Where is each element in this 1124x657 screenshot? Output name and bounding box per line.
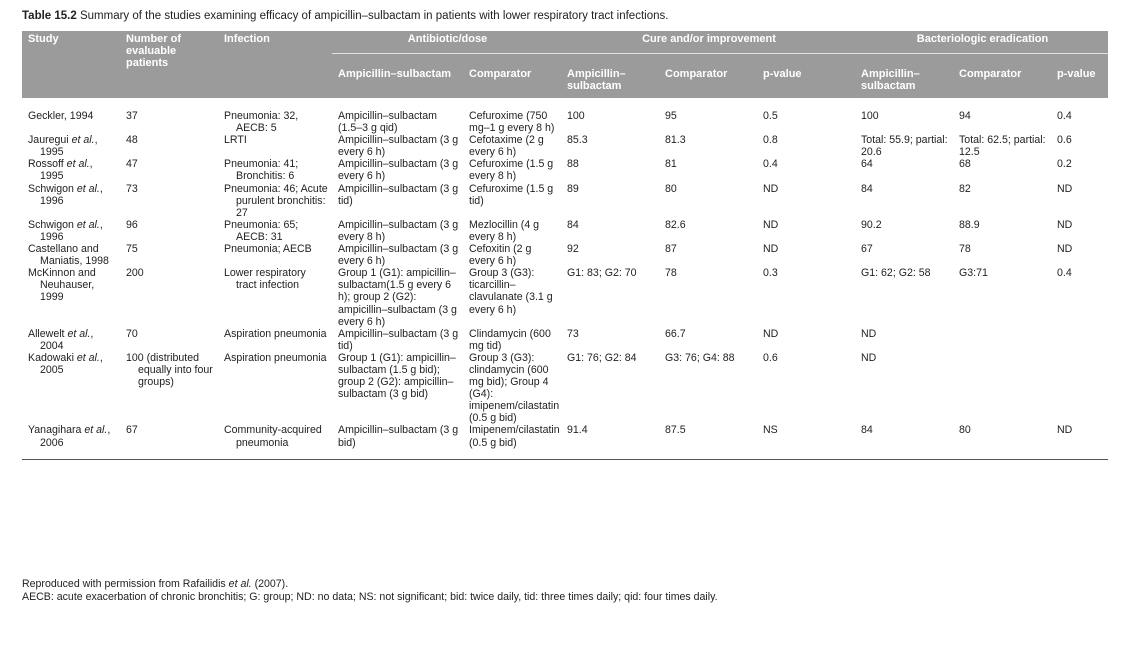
cell-bact-amp: [855, 328, 953, 352]
cell-text: LRTI: [224, 134, 247, 147]
cell-amp-dose: [332, 134, 463, 158]
cell-text: 81.3: [665, 134, 686, 147]
cell-comp-dose: [463, 183, 561, 219]
cell-text: 0.4: [1057, 267, 1072, 280]
table-caption: [22, 10, 668, 22]
cell-n: [120, 267, 218, 327]
header-dose-ampsul: Ampicillin–sulbactam: [332, 54, 463, 99]
cell-text: 0.6: [1057, 134, 1072, 147]
cell-text: ND: [1057, 182, 1073, 195]
cell-cure-p: [757, 243, 855, 267]
cell-text: 78: [665, 267, 677, 280]
cell-text: 84: [861, 424, 873, 437]
cell-text: Group 1 (G1): ampicillin–sulbactam (1.5 g bid); group 2 (G2): ampicillin–sulbactam (3 g bid): [338, 351, 456, 401]
cell-text: Aspiration pneumonia: [224, 327, 327, 340]
cell-study: [22, 328, 120, 352]
cell-text: ND: [1057, 218, 1073, 231]
cell-text: Kadowaki et al., 2005: [28, 351, 103, 376]
cell-bact-amp: [855, 134, 953, 158]
table-body: [22, 98, 1108, 459]
cell-text: 92: [567, 243, 579, 256]
cell-text: G1: 62; G2: 58: [861, 267, 931, 280]
header-antibiotic-dose: Antibiotic/dose: [332, 31, 561, 54]
header-cure-ampsul: Ampicillin–sulbactam: [561, 54, 659, 99]
cell-text: 0.5: [763, 110, 778, 122]
cell-infection: [218, 158, 332, 182]
cell-n: [120, 183, 218, 219]
cell-text: 82: [959, 182, 971, 195]
cell-bact-amp: [855, 158, 953, 182]
cell-cure-comp: [659, 98, 757, 134]
cell-bact-p: [1051, 328, 1108, 352]
cell-bact-amp: [855, 267, 953, 327]
cell-text: 87.5: [665, 424, 686, 437]
cell-bact-p: [1051, 267, 1108, 327]
cell-study: [22, 158, 120, 182]
cell-text: Ampicillin–sulbactam (3 g bid): [338, 424, 459, 449]
cell-study: [22, 219, 120, 243]
cell-amp-dose: [332, 267, 463, 327]
cell-cure-comp: [659, 183, 757, 219]
cell-bact-comp: [953, 134, 1051, 158]
cell-text: 82.6: [665, 218, 686, 231]
cell-amp-dose: [332, 328, 463, 352]
cell-text: 91.4: [567, 424, 588, 437]
cell-text: Group 1 (G1): ampicillin–sulbactam(1.5 g every 6 h); group 2 (G2): ampicillin–sulbactam (3 g every 6 h): [338, 267, 457, 328]
cell-n: [120, 328, 218, 352]
cell-text: 100 (distributed equally into four groups): [126, 351, 213, 389]
cell-infection: [218, 267, 332, 327]
cell-text: G3: 76; G4: 88: [665, 351, 735, 364]
cell-text: 0.4: [763, 158, 778, 171]
cell-cure-comp: [659, 219, 757, 243]
cell-text: 78: [959, 243, 971, 256]
cell-cure-p: [757, 424, 855, 459]
cell-text: McKinnon and Neuhauser, 1999: [28, 267, 96, 304]
cell-text: Pneumonia: 41; Bronchitis: 6: [224, 158, 299, 183]
cell-text: Clindamycin (600 mg tid): [469, 327, 551, 352]
cell-bact-p: [1051, 158, 1108, 182]
cell-text: ND: [763, 243, 779, 256]
footnote-abbreviations: AECB: acute exacerbation of chronic bronchitis; G: group; ND: no data; NS: not significant; bid: twice daily, tid: three times daily; qid: four times daily.: [22, 590, 718, 603]
header-bact-ampsul: Ampicillin–sulbactam: [855, 54, 953, 99]
cell-text: 90.2: [861, 218, 882, 231]
cell-text: Castellano and Maniatis, 1998: [28, 243, 109, 268]
cell-text: 81: [665, 158, 677, 171]
cell-text: 80: [959, 424, 971, 437]
cell-amp-dose: [332, 98, 463, 134]
cell-n: [120, 424, 218, 459]
cell-bact-p: [1051, 134, 1108, 158]
cell-bact-amp: [855, 243, 953, 267]
cell-study: [22, 424, 120, 459]
table-row: [22, 134, 1108, 158]
cell-text: 0.6: [763, 351, 778, 364]
cell-text: 84: [861, 182, 873, 195]
cell-amp-dose: [332, 424, 463, 459]
table-row: [22, 352, 1108, 425]
header-bacteriologic-eradication: Bacteriologic eradication: [855, 31, 1108, 54]
cell-n: [120, 158, 218, 182]
cell-study: [22, 243, 120, 267]
studies-table: [22, 31, 1108, 460]
cell-comp-dose: [463, 98, 561, 134]
cell-text: 48: [126, 134, 138, 147]
cell-bact-p: [1051, 183, 1108, 219]
cell-text: Cefuroxime (1.5 g every 8 h): [469, 158, 554, 183]
cell-bact-comp: [953, 352, 1051, 425]
cell-text: Schwigon et al., 1996: [28, 182, 103, 207]
cell-comp-dose: [463, 267, 561, 327]
cell-text: 87: [665, 243, 677, 256]
cell-text: Pneumonia: 65; AECB: 31: [224, 218, 299, 243]
header-cure-pvalue: p-value: [757, 54, 855, 99]
cell-text: NS: [763, 424, 778, 437]
cell-text: 73: [126, 182, 138, 195]
header-bact-comparator: Comparator: [953, 54, 1051, 99]
cell-bact-comp: [953, 424, 1051, 459]
cell-comp-dose: [463, 424, 561, 459]
table-row: [22, 267, 1108, 327]
cell-cure-p: [757, 158, 855, 182]
cell-text: Pneumonia: 46; Acute purulent bronchitis: 27: [224, 182, 328, 219]
cell-bact-comp: [953, 219, 1051, 243]
cell-text: Ampicillin–sulbactam (3 g every 6 h): [338, 243, 459, 268]
table-row: [22, 183, 1108, 219]
cell-text: 100: [567, 110, 585, 122]
cell-cure-p: [757, 219, 855, 243]
cell-study: [22, 183, 120, 219]
cell-text: Pneumonia; AECB: [224, 243, 312, 256]
cell-bact-p: [1051, 243, 1108, 267]
cell-infection: [218, 219, 332, 243]
cell-text: Imipenem/cilastatin (0.5 g bid): [469, 424, 560, 449]
cell-bact-comp: [953, 267, 1051, 327]
cell-text: ND: [861, 327, 877, 340]
table-row: [22, 219, 1108, 243]
table-row: [22, 158, 1108, 182]
cell-text: Ampicillin–sulbactam (3 g every 6 h): [338, 134, 459, 159]
cell-text: ND: [763, 182, 779, 195]
cell-comp-dose: [463, 158, 561, 182]
cell-n: [120, 134, 218, 158]
cell-cure-comp: [659, 158, 757, 182]
header-row-top: [22, 31, 1108, 54]
cell-text: Schwigon et al., 1996: [28, 218, 103, 243]
cell-cure-comp: [659, 267, 757, 327]
cell-amp-dose: [332, 219, 463, 243]
header-cure-comparator: Comparator: [659, 54, 757, 99]
cell-comp-dose: [463, 134, 561, 158]
cell-text: ND: [1057, 243, 1073, 256]
cell-text: Lower respiratory tract infection: [224, 267, 306, 292]
cell-infection: [218, 98, 332, 134]
cell-text: 73: [567, 327, 579, 340]
cell-text: 67: [126, 424, 138, 437]
cell-text: 89: [567, 182, 579, 195]
cell-text: Mezlocillin (4 g every 8 h): [469, 218, 540, 243]
cell-bact-p: [1051, 219, 1108, 243]
cell-n: [120, 219, 218, 243]
cell-text: Ampicillin–sulbactam (3 g tid): [338, 182, 459, 207]
cell-bact-amp: [855, 183, 953, 219]
header-dose-comparator: Comparator: [463, 54, 561, 99]
cell-text: Ampicillin–sulbactam (3 g every 6 h): [338, 158, 459, 183]
cell-text: Community-acquired pneumonia: [224, 424, 322, 449]
cell-cure-amp: [561, 134, 659, 158]
cell-text: 67: [861, 243, 873, 256]
header-study: Study: [22, 31, 120, 98]
header-patients: Number of evaluable patients: [120, 31, 218, 98]
cell-cure-p: [757, 267, 855, 327]
cell-infection: [218, 328, 332, 352]
cell-infection: [218, 183, 332, 219]
cell-text: Allewelt et al., 2004: [28, 327, 94, 352]
cell-study: [22, 352, 120, 425]
cell-amp-dose: [332, 183, 463, 219]
cell-text: 88.9: [959, 218, 980, 231]
cell-comp-dose: [463, 328, 561, 352]
cell-text: Group 3 (G3): clindamycin (600 mg bid); Group 4 (G4): imipenem/cilastatin (0.5 g bid): [469, 351, 560, 425]
cell-infection: [218, 134, 332, 158]
cell-text: Aspiration pneumonia: [224, 351, 327, 364]
cell-cure-amp: [561, 243, 659, 267]
cell-text: 94: [959, 110, 971, 122]
cell-cure-comp: [659, 328, 757, 352]
cell-cure-amp: [561, 158, 659, 182]
cell-bact-p: [1051, 98, 1108, 134]
cell-cure-amp: [561, 183, 659, 219]
cell-text: Ampicillin–sulbactam (1.5–3 g qid): [338, 110, 437, 135]
cell-text: 37: [126, 110, 138, 122]
cell-text: 70: [126, 327, 138, 340]
cell-text: 0.4: [1057, 110, 1072, 122]
cell-text: 47: [126, 158, 138, 171]
table-row: [22, 243, 1108, 267]
cell-text: G1: 83; G2: 70: [567, 267, 637, 280]
cell-text: 85.3: [567, 134, 588, 147]
cell-cure-amp: [561, 328, 659, 352]
cell-bact-comp: [953, 328, 1051, 352]
cell-cure-p: [757, 183, 855, 219]
table-title: Summary of the studies examining efficacy of ampicillin–sulbactam in patients with lower respiratory tract infections.: [79, 10, 669, 22]
cell-amp-dose: [332, 158, 463, 182]
header-bact-pvalue: p-value: [1051, 54, 1108, 99]
cell-comp-dose: [463, 352, 561, 425]
cell-text: ND: [1057, 424, 1073, 437]
cell-text: 68: [959, 158, 971, 171]
table-row: [22, 98, 1108, 134]
cell-text: Ampicillin–sulbactam (3 g tid): [338, 327, 459, 352]
cell-text: 0.3: [763, 267, 778, 280]
cell-text: Rossoff et al., 1995: [28, 158, 93, 183]
cell-cure-comp: [659, 134, 757, 158]
cell-cure-amp: [561, 352, 659, 425]
cell-text: 75: [126, 243, 138, 256]
cell-comp-dose: [463, 219, 561, 243]
cell-text: Ampicillin–sulbactam (3 g every 8 h): [338, 218, 459, 243]
cell-n: [120, 352, 218, 425]
cell-bact-amp: [855, 98, 953, 134]
cell-infection: [218, 243, 332, 267]
table-row: [22, 328, 1108, 352]
cell-cure-comp: [659, 424, 757, 459]
cell-cure-amp: [561, 267, 659, 327]
cell-n: [120, 98, 218, 134]
cell-cure-amp: [561, 98, 659, 134]
table-row: [22, 424, 1108, 459]
cell-cure-p: [757, 98, 855, 134]
cell-bact-amp: [855, 219, 953, 243]
cell-bact-comp: [953, 98, 1051, 134]
cell-text: 88: [567, 158, 579, 171]
cell-text: Cefuroxime (750 mg–1 g every 8 h): [469, 110, 555, 135]
cell-text: Total: 55.9; partial: 20.6: [861, 134, 948, 159]
cell-text: Yanagihara et al., 2006: [28, 424, 111, 449]
cell-bact-p: [1051, 352, 1108, 425]
cell-n: [120, 243, 218, 267]
cell-amp-dose: [332, 243, 463, 267]
cell-text: 96: [126, 218, 138, 231]
table-number: Table 15.2: [22, 10, 77, 22]
cell-text: 95: [665, 110, 677, 122]
cell-bact-comp: [953, 158, 1051, 182]
cell-amp-dose: [332, 352, 463, 425]
cell-text: Cefotaxime (2 g every 6 h): [469, 134, 544, 159]
header-infection: Infection: [218, 31, 332, 98]
cell-text: Jauregui et al., 1995: [28, 134, 98, 159]
cell-cure-p: [757, 352, 855, 425]
cell-text: 0.8: [763, 134, 778, 147]
cell-bact-amp: [855, 424, 953, 459]
cell-cure-comp: [659, 352, 757, 425]
cell-bact-amp: [855, 352, 953, 425]
cell-text: Cefoxitin (2 g every 6 h): [469, 243, 532, 268]
header-cure-improvement: Cure and/or improvement: [561, 31, 855, 54]
cell-text: Geckler, 1994: [28, 110, 94, 122]
table-footnotes: [22, 578, 718, 603]
cell-bact-comp: [953, 183, 1051, 219]
footnote-source: Reproduced with permission from Rafailidis et al. (2007).: [22, 578, 289, 590]
cell-text: Cefuroxime (1.5 g tid): [469, 182, 554, 207]
cell-study: [22, 267, 120, 327]
cell-text: 200: [126, 267, 144, 280]
cell-text: Total: 62.5; partial: 12.5: [959, 134, 1046, 159]
cell-text: 80: [665, 182, 677, 195]
cell-bact-comp: [953, 243, 1051, 267]
cell-cure-p: [757, 134, 855, 158]
cell-text: 84: [567, 218, 579, 231]
cell-cure-p: [757, 328, 855, 352]
cell-cure-amp: [561, 219, 659, 243]
cell-cure-comp: [659, 243, 757, 267]
cell-text: 0.2: [1057, 158, 1072, 171]
cell-text: Group 3 (G3): ticarcillin–clavulanate (3.1 g every 6 h): [469, 267, 553, 316]
cell-text: Pneumonia: 32, AECB: 5: [224, 110, 299, 135]
cell-bact-p: [1051, 424, 1108, 459]
cell-text: 100: [861, 110, 879, 122]
cell-study: [22, 98, 120, 134]
cell-study: [22, 134, 120, 158]
cell-text: ND: [763, 218, 779, 231]
cell-text: ND: [763, 327, 779, 340]
cell-text: 64: [861, 158, 873, 171]
cell-text: G3:71: [959, 267, 988, 280]
cell-text: ND: [861, 351, 877, 364]
cell-text: G1: 76; G2: 84: [567, 351, 637, 364]
cell-infection: [218, 352, 332, 425]
cell-cure-amp: [561, 424, 659, 459]
cell-comp-dose: [463, 243, 561, 267]
cell-infection: [218, 424, 332, 459]
cell-text: 66.7: [665, 327, 686, 340]
